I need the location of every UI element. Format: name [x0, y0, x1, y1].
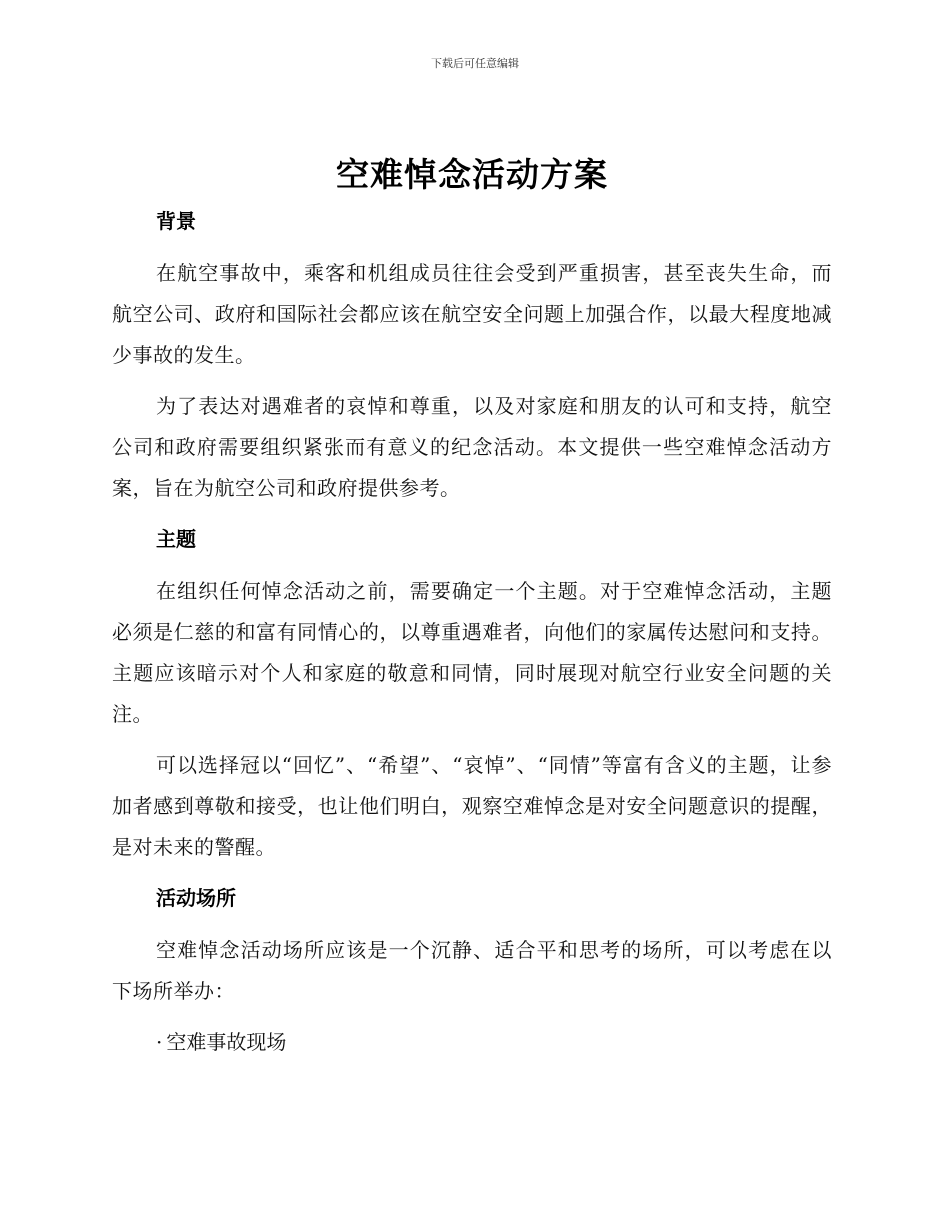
document-body	[112, 145, 832, 1063]
section-background	[112, 205, 832, 509]
list-item	[112, 1022, 832, 1063]
page-header-note: 下载后可任意编辑	[431, 57, 519, 70]
section-venue	[112, 882, 832, 1063]
list-item-text: 空难事故现场	[166, 1030, 287, 1054]
paragraph: 可以选择冠以“回忆”、“希望”、“哀悼”、“同情”等富有含义的主题，让参加者感到尊敬和接受，也让他们明白，观察空难悼念是对安全问题意识的提醒，是对未来的警醒。	[112, 753, 832, 859]
section-theme	[112, 523, 832, 868]
section-heading: 主题	[156, 527, 196, 551]
section-heading: 背景	[156, 209, 196, 233]
paragraph: 空难悼念活动场所应该是一个沉静、适合平和思考的场所，可以考虑在以下场所举办：	[112, 938, 832, 1003]
document-title: 空难悼念活动方案	[336, 155, 608, 194]
section-heading: 活动场所	[156, 886, 236, 910]
paragraph: 在组织任何悼念活动之前，需要确定一个主题。对于空难悼念活动，主题必须是仁慈的和富有同情心的，以尊重遇难者，向他们的家属传达慰问和支持。主题应该暗示对个人和家庭的敬意和同情，同时展现对航空行业安全问题的关注。	[112, 579, 832, 726]
paragraph: 为了表达对遇难者的哀悼和尊重，以及对家庭和朋友的认可和支持，航空公司和政府需要组织紧张而有意义的纪念活动。本文提供一些空难悼念活动方案，旨在为航空公司和政府提供参考。	[112, 394, 832, 500]
bullet-icon: ·	[156, 1030, 163, 1054]
paragraph: 在航空事故中，乘客和机组成员往往会受到严重损害，甚至丧失生命，而航空公司、政府和国际社会都应该在航空安全问题上加强合作，以最大程度地减少事故的发生。	[112, 261, 832, 367]
